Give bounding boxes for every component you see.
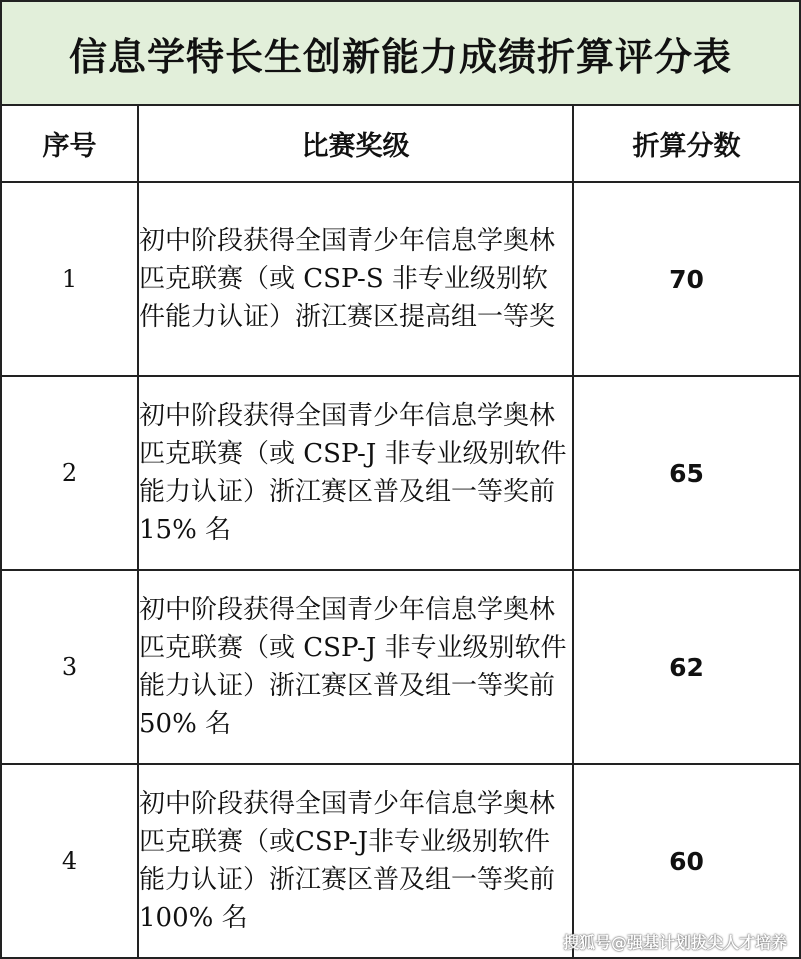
- table-row: [2, 764, 799, 958]
- row-award: 初中阶段获得全国青少年信息学奥林匹克联赛（或CSP-J非专业级别软件能力认证）浙江赛区普及组一等奖前 100% 名: [138, 764, 573, 958]
- row-score: 60: [573, 764, 799, 958]
- row-award: 初中阶段获得全国青少年信息学奥林匹克联赛（或 CSP-J 非专业级别软件能力认证）浙江赛区普及组一等奖前 15% 名: [138, 376, 573, 570]
- row-award: 初中阶段获得全国青少年信息学奥林匹克联赛（或 CSP-J 非专业级别软件能力认证）浙江赛区普及组一等奖前 50% 名: [138, 570, 573, 764]
- row-index: 2: [2, 376, 138, 570]
- table-row: [2, 182, 799, 376]
- score-table: [2, 106, 799, 959]
- row-score: 65: [573, 376, 799, 570]
- header-row: [2, 106, 799, 182]
- row-award: 初中阶段获得全国青少年信息学奥林匹克联赛（或 CSP-S 非专业级别软件能力认证）浙江赛区提高组一等奖: [138, 182, 573, 376]
- header-score: 折算分数: [573, 106, 799, 182]
- row-score: 62: [573, 570, 799, 764]
- header-index: 序号: [2, 106, 138, 182]
- table-row: [2, 376, 799, 570]
- row-index: 4: [2, 764, 138, 958]
- row-index: 1: [2, 182, 138, 376]
- row-index: 3: [2, 570, 138, 764]
- table-row: [2, 570, 799, 764]
- watermark: 搜狐号@强基计划拔尖人才培养: [562, 933, 787, 952]
- row-score: 70: [573, 182, 799, 376]
- table-title: 信息学特长生创新能力成绩折算评分表: [2, 0, 799, 106]
- header-award: 比赛奖级: [138, 106, 573, 182]
